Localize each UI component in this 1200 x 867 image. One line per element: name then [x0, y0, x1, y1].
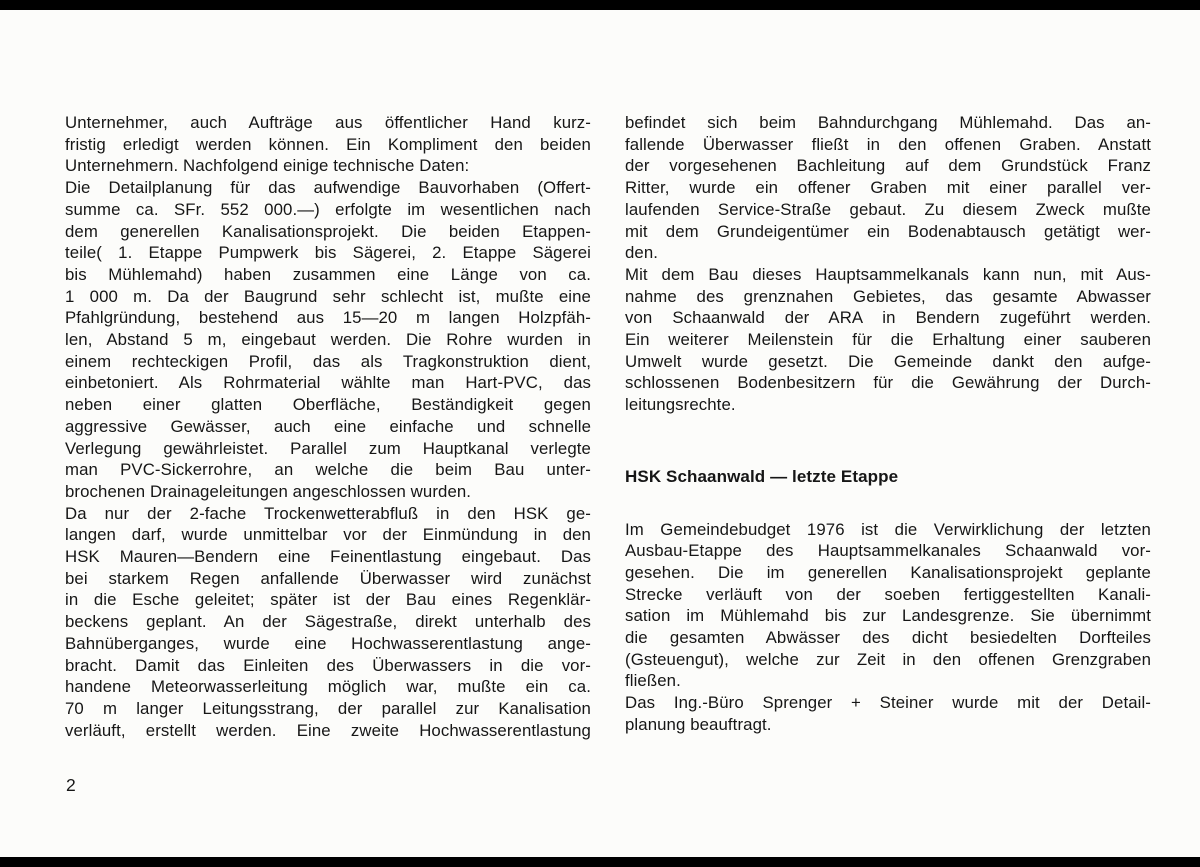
text-line: handene Meteorwasserleitung möglich war, mußte ein ca. [65, 677, 591, 697]
text-line: fristig erledigt werden können. Ein Kompliment den beiden [65, 134, 591, 154]
text-line: gesehen. Die im generellen Kanalisationsprojekt geplante [625, 562, 1151, 582]
text-columns [65, 112, 1151, 741]
text-line: befindet sich beim Bahndurchgang Mühlemahd. Das an- [625, 113, 1151, 132]
text-line: Ritter, wurde ein offener Graben mit einer parallel ver- [625, 178, 1151, 198]
text-line: teile( 1. Etappe Pumpwerk bis Sägerei, 2. Etappe Sägerei [65, 243, 591, 263]
paragraph [65, 112, 591, 177]
page-number: 2 [66, 775, 76, 795]
text-line: Bahnüberganges, wurde eine Hochwasserentlastung ange- [65, 633, 591, 653]
text-line: planung beauftragt. [625, 714, 772, 734]
text-line: leitungsrechte. [625, 395, 736, 415]
text-line: Unternehmern. Nachfolgend einige technische Daten: [65, 156, 470, 176]
text-line: den. [625, 243, 659, 263]
paragraph [625, 264, 1151, 416]
top-border-bar [0, 0, 1200, 10]
text-line: von Schaanwald der ARA in Bendern zugeführt werden. [625, 308, 1151, 328]
text-line: Ausbau-Etappe des Hauptsammelkanales Schaanwald vor- [625, 541, 1151, 561]
text-line: Das Ing.-Büro Sprenger + Steiner wurde mit der Detail- [625, 693, 1151, 713]
text-line: fallende Überwasser fließt in den offenen Graben. Anstatt [625, 134, 1151, 154]
text-line: 70 m langer Leitungsstrang, der parallel zur Kanalisation [65, 698, 591, 718]
text-line: Strecke verläuft von der soeben fertiggestellten Kanali- [625, 584, 1151, 604]
text-line: Die Detailplanung für das aufwendige Bauvorhaben (Offert- [65, 178, 591, 198]
text-line: in die Esche geleitet; später ist der Bau eines Regenklär- [65, 590, 591, 610]
text-line: Pfahlgründung, bestehend aus 15—20 m langen Holzpfäh- [65, 308, 591, 328]
text-line: HSK Mauren—Bendern eine Feinentlastung eingebaut. Das [65, 547, 591, 567]
paragraph [625, 519, 1151, 693]
text-line: bis Mühlemahd) haben zusammen eine Länge von ca. [65, 264, 591, 284]
text-line: aggressive Gewässer, auch eine einfache und schnelle [65, 416, 591, 436]
right-column [625, 112, 1151, 741]
text-line: Mit dem Bau dieses Hauptsammelkanals kann nun, mit Aus- [625, 264, 1151, 284]
text-line: len, Abstand 5 m, eingebaut werden. Die Rohre wurden in [65, 330, 591, 350]
text-line: Verlegung gewährleistet. Parallel zum Hauptkanal verlegte [65, 438, 591, 458]
text-line: einbetoniert. Als Rohrmaterial wählte man Hart-PVC, das [65, 373, 591, 393]
text-line: summe ca. SFr. 552 000.—) erfolgte im wesentlichen nach [65, 199, 591, 219]
text-line: 1 000 m. Da der Baugrund sehr schlecht ist, mußte eine [65, 286, 591, 306]
text-line: Im Gemeindebudget 1976 ist die Verwirklichung der letzten [625, 519, 1151, 539]
text-line: man PVC-Sickerrohre, an welche die beim Bau unter- [65, 460, 591, 480]
text-line: langen darf, wurde unmittelbar vor der Einmündung in den [65, 525, 591, 545]
text-line: fließen. [625, 671, 681, 691]
paragraph [65, 503, 591, 742]
text-line: (Gsteuengut), welche zur Zeit in den offenen Grenzgraben [625, 649, 1151, 669]
text-line: verläuft, erstellt werden. Eine zweite Hochwasserentlastung [65, 720, 591, 740]
text-line: Da nur der 2-fache Trockenwetterabfluß in den HSK ge- [65, 503, 591, 523]
text-line: brochenen Drainageleitungen angeschlossen wurden. [65, 481, 472, 501]
text-line: schlossenen Bodenbesitzern für die Gewährung der Durch- [625, 373, 1151, 393]
text-line: die gesamten Abwässer des dicht besiedelten Dorfteiles [625, 628, 1151, 648]
text-line: einem rechteckigen Profil, das als Tragkonstruktion dient, [65, 351, 591, 371]
text-line: dem generellen Kanalisationsprojekt. Die beiden Etappen- [65, 221, 591, 241]
text-line: Umwelt wurde gesetzt. Die Gemeinde dankt den aufge- [625, 351, 1151, 371]
text-line: nahme des grenznahen Gebietes, das gesamte Abwasser [625, 286, 1151, 306]
text-line: neben einer glatten Oberfläche, Beständigkeit gegen [65, 395, 591, 415]
paragraph [65, 177, 591, 503]
bottom-border-bar [0, 857, 1200, 867]
text-line: Ein weiterer Meilenstein für die Erhaltung einer sauberen [625, 330, 1151, 350]
paragraph [625, 692, 1151, 735]
left-column [65, 112, 591, 741]
text-line: laufenden Service-Straße gebaut. Zu diesem Zweck mußte [625, 199, 1151, 219]
text-line: bei starkem Regen anfallende Überwasser wird zunächst [65, 568, 591, 588]
text-line: sation im Mühlemahd bis zur Landesgrenze. Sie übernimmt [625, 606, 1151, 626]
text-line: Unternehmer, auch Aufträge aus öffentlicher Hand kurz- [65, 113, 591, 132]
text-line: mit dem Grundeigentümer ein Bodenabtausch getätigt wer- [625, 221, 1151, 241]
section-heading: HSK Schaanwald — letzte Etappe [625, 466, 899, 486]
text-line: beckens geplant. An der Sägestraße, direkt unterhalb des [65, 612, 591, 632]
paragraph [625, 112, 1151, 264]
text-line: bracht. Damit das Einleiten des Überwassers in die vor- [65, 655, 591, 675]
text-line: der vorgesehenen Bachleitung auf dem Grundstück Franz [625, 156, 1151, 176]
